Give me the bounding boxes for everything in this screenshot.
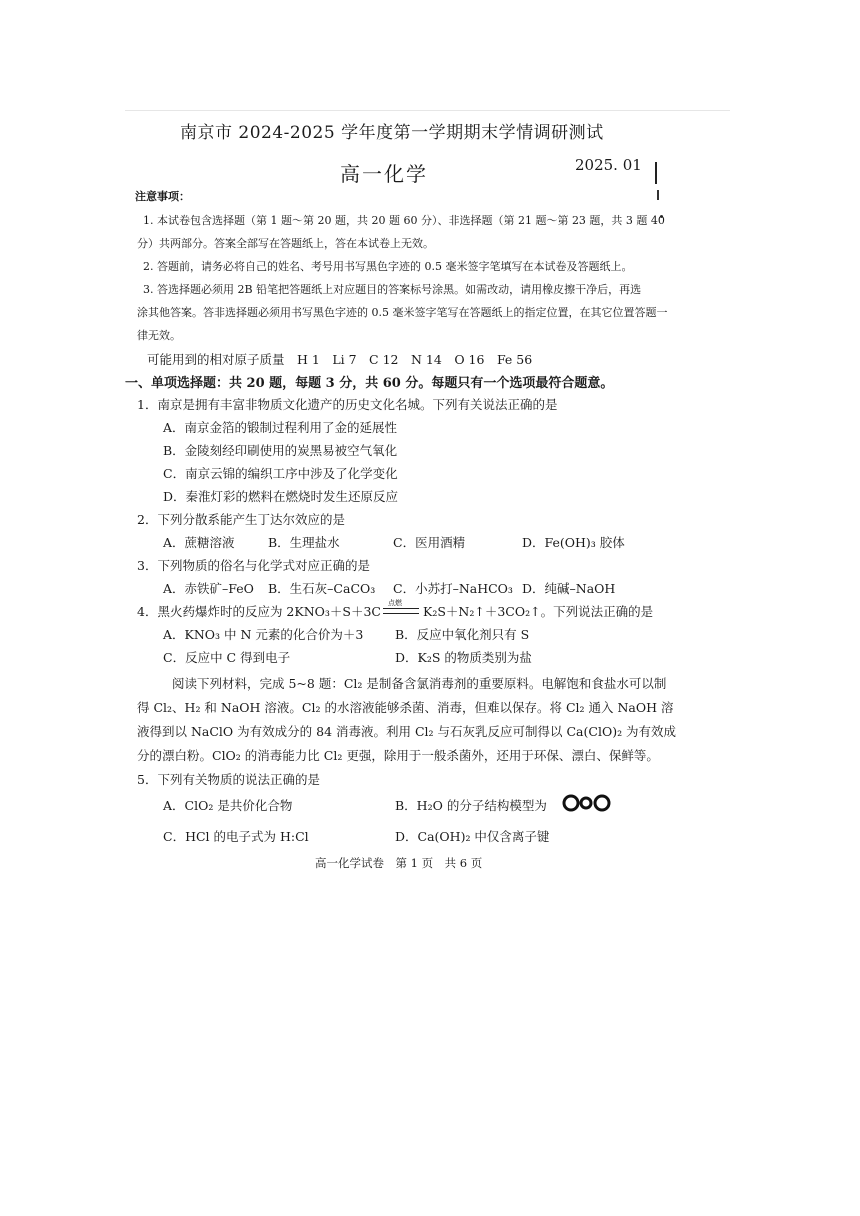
question-5-option-d: D．Ca(OH)₂ 中仅含离子键: [395, 829, 550, 844]
reading-line: 阅读下列材料，完成 5~8 题：Cl₂ 是制备含氯消毒剂的重要原料。电解饱和食盐水可以制: [172, 676, 667, 691]
reaction-equals-sign: [383, 608, 419, 614]
reading-line: 得 Cl₂、H₂ 和 NaOH 溶液。Cl₂ 的水溶液能够杀菌、消毒，但难以保存。将 Cl₂ 通入 NaOH 溶: [137, 700, 674, 715]
notes-line: 涂其他答案。答非选择题必须用书写黑色字迹的 0.5 毫米签字笔写在答题纸上的指定位置，在其它位置答题一: [137, 306, 668, 319]
question-2-option-a: A．蔗糖溶液: [163, 535, 235, 550]
question-1-option-a: A．南京金箔的锻制过程利用了金的延展性: [163, 420, 398, 435]
atomic-masses: 可能用到的相对原子质量 H 1 Li 7 C 12 N 14 O 16 Fe 56: [147, 352, 533, 367]
exam-title: 南京市 2024-2025 学年度第一学期期末学情调研测试: [180, 123, 604, 143]
notes-line: 2. 答题前，请务必将自己的姓名、考号用书写黑色字迹的 0.5 毫米签字笔填写在本试卷及答题纸上。: [143, 260, 633, 273]
question-3-option-b: B．生石灰–CaCO₃: [268, 581, 376, 596]
exam-page: [125, 110, 730, 870]
question-4-stem-end: K₂S＋N₂↑＋3CO₂↑。下列说法正确的是: [423, 604, 654, 619]
top-rule: [125, 110, 730, 111]
question-3-option-c: C．小苏打–NaHCO₃: [393, 581, 513, 596]
notes-heading: 注意事项：: [135, 190, 190, 203]
notes-line: 1. 本试卷包含选择题（第 1 题～第 20 题，共 20 题 60 分）、非选择题（第 21 题～第 23 题，共 3 题 40: [143, 214, 665, 227]
question-4-option-a: A．KNO₃ 中 N 元素的化合价为＋3: [163, 627, 364, 642]
exam-subject: 高一化学: [340, 162, 428, 186]
water-molecule-model-icon: [562, 793, 616, 813]
question-2-option-c: C．医用酒精: [393, 535, 466, 550]
question-5-stem: 5．下列有关物质的说法正确的是: [137, 772, 320, 787]
question-1-option-c: C．南京云锦的编织工序中涉及了化学变化: [163, 466, 398, 481]
question-3-option-a: A．赤铁矿–FeO: [163, 581, 254, 596]
reading-line: 液得到以 NaClO 为有效成分的 84 消毒液。利用 Cl₂ 与石灰乳反应可制得以 Ca(ClO)₂ 为有效成: [137, 724, 677, 739]
question-4-option-b: B．反应中氧化剂只有 S: [395, 627, 530, 642]
reaction-condition: 点燃: [388, 599, 402, 607]
question-2-stem: 2．下列分散系能产生丁达尔效应的是: [137, 512, 345, 527]
question-1-option-d: D．秦淮灯彩的燃料在燃烧时发生还原反应: [163, 489, 399, 504]
question-2-option-d: D．Fe(OH)₃ 胶体: [522, 535, 625, 550]
notes-line: 3. 答选择题必须用 2B 铅笔把答题纸上对应题目的答案标号涂黑。如需改动，请用橡皮擦干净后，再选: [143, 283, 642, 296]
page-footer: 高一化学试卷 第 1 页 共 6 页: [315, 856, 483, 870]
question-1-stem: 1．南京是拥有丰富非物质文化遗产的历史文化名城。下列有关说法正确的是: [137, 397, 558, 412]
question-4-stem: 4．黑火药爆炸时的反应为 2KNO₃＋S＋3C: [137, 604, 381, 619]
notes-line: 律无效。: [137, 329, 181, 342]
question-4-option-c: C．反应中 C 得到电子: [163, 650, 291, 665]
scan-mark: [655, 162, 657, 184]
question-4-option-d: D．K₂S 的物质类别为盐: [395, 650, 532, 665]
scan-mark: [657, 190, 659, 200]
exam-date: 2025. 01: [575, 156, 642, 174]
question-3-stem: 3．下列物质的俗名与化学式对应正确的是: [137, 558, 370, 573]
question-3-option-d: D．纯碱–NaOH: [522, 581, 616, 596]
question-1-option-b: B．金陵刻经印刷使用的炭黑易被空气氧化: [163, 443, 398, 458]
reading-line: 分的漂白粉。ClO₂ 的消毒能力比 Cl₂ 更强，除用于一般杀菌外，还用于环保、漂白、保鲜等。: [137, 748, 659, 763]
notes-line: 分）共两部分。答案全部写在答题纸上，答在本试卷上无效。: [137, 237, 434, 250]
question-5-option-c: C．HCl 的电子式为 H:Cl: [163, 829, 309, 844]
question-5-option-b: B．H₂O 的分子结构模型为: [395, 798, 547, 813]
question-2-option-b: B．生理盐水: [268, 535, 340, 550]
section-heading: 一、单项选择题：共 20 题，每题 3 分，共 60 分。每题只有一个选项最符合题意。: [125, 376, 614, 391]
question-5-option-a: A．ClO₂ 是共价化合物: [163, 798, 293, 813]
